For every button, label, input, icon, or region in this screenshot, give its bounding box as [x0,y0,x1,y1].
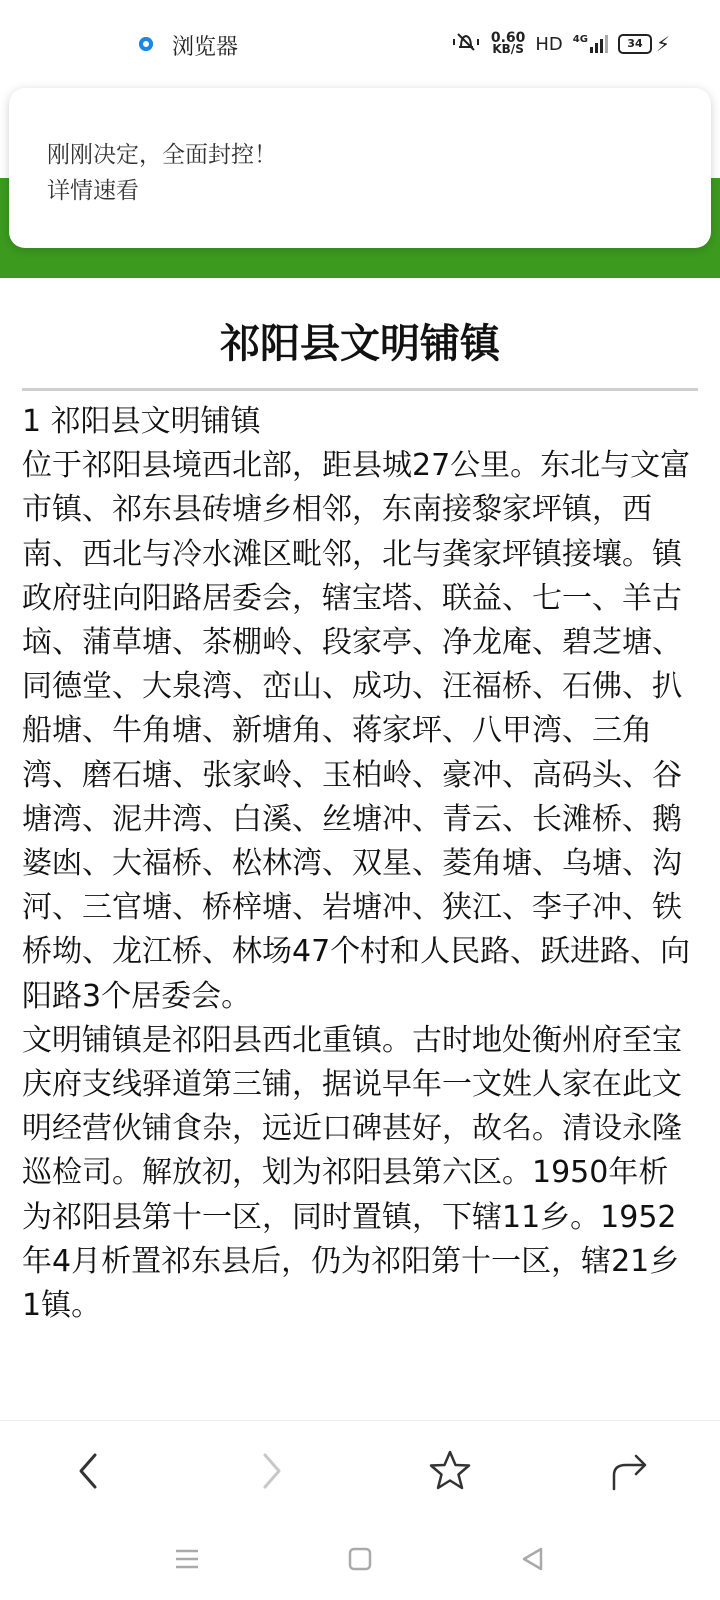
home-button[interactable] [335,1534,385,1584]
home-icon [346,1545,374,1573]
signal-icon: 4G [573,35,608,53]
system-back-button[interactable] [508,1534,558,1584]
status-bar [0,0,720,88]
article-heading: 1 祁阳县文明铺镇 [22,404,261,439]
bookmark-star-icon [427,1449,473,1493]
share-button[interactable] [598,1439,662,1503]
mute-bell-icon [451,31,481,58]
title-divider [22,388,698,391]
back-button[interactable] [56,1439,120,1503]
back-icon [71,1451,105,1491]
status-indicators [451,30,670,58]
notification-title: 刚刚决定，全面封控！ [47,142,277,168]
notification-card[interactable] [9,88,711,248]
battery-icon: 34 [618,34,652,54]
article-body [22,400,698,1420]
menu-icon [173,1547,201,1571]
system-nav-bar [0,1520,720,1600]
hd-indicator: HD [535,33,563,55]
bookmark-button[interactable] [418,1439,482,1503]
article-paragraph: 文明铺镇是祁阳县西北重镇。古时地处衡州府至宝庆府支线驿道第三铺，据说早年一文姓人家在此文明经营伙铺食杂，远近口碑甚好，故名。清设永隆巡检司。解放初，划为祁阳县第六区。1950年析为祁阳县第十一区，同时置镇，下辖11乡。1952年4月析置祁东县后，仍为祁阳第十一区，辖21乡1镇。 [22,1022,682,1324]
network-speed: 0.60 KB/S [490,30,526,56]
charging-icon: ⚡ [655,32,670,56]
forward-button[interactable] [240,1439,304,1503]
notification-subtitle: 详情速看 [47,178,139,204]
article-paragraph: 位于祁阳县境西北部，距县城27公里。东北与文富市镇、祁东县砖塘乡相邻，东南接黎家坪镇，西南、西北与冷水滩区毗邻，北与龚家坪镇接壤。镇政府驻向阳路居委会，辖宝塔、联益、七一、羊古垴、蒲草塘、茶棚岭、段家亭、净龙庵、碧芝塘、同德堂、大泉湾、峦山、成功、汪福桥、石佛、扒船塘、牛角塘、新塘角、蒋家坪、八甲湾、三角湾、磨石塘、张家岭、玉柏岭、豪冲、高码头、谷塘湾、泥井湾、白溪、丝塘冲、青云、长滩桥、鹅婆凼、大福桥、松林湾、双星、菱角塘、乌塘、沟河、三官塘、桥梓塘、岩塘冲、狭江、李子冲、铁桥坳、龙江桥、林场47个村和人民路、跃进路、向阳路3个居委会。 [22,448,691,1014]
status-app-name: 浏览器 [172,35,239,60]
forward-icon [255,1451,289,1491]
page-title: 祁阳县文明铺镇 [220,321,500,367]
share-icon [608,1449,652,1493]
browser-app-icon [139,37,153,51]
browser-toolbar [0,1420,720,1521]
back-triangle-icon [519,1545,547,1573]
recent-apps-button[interactable] [162,1534,212,1584]
